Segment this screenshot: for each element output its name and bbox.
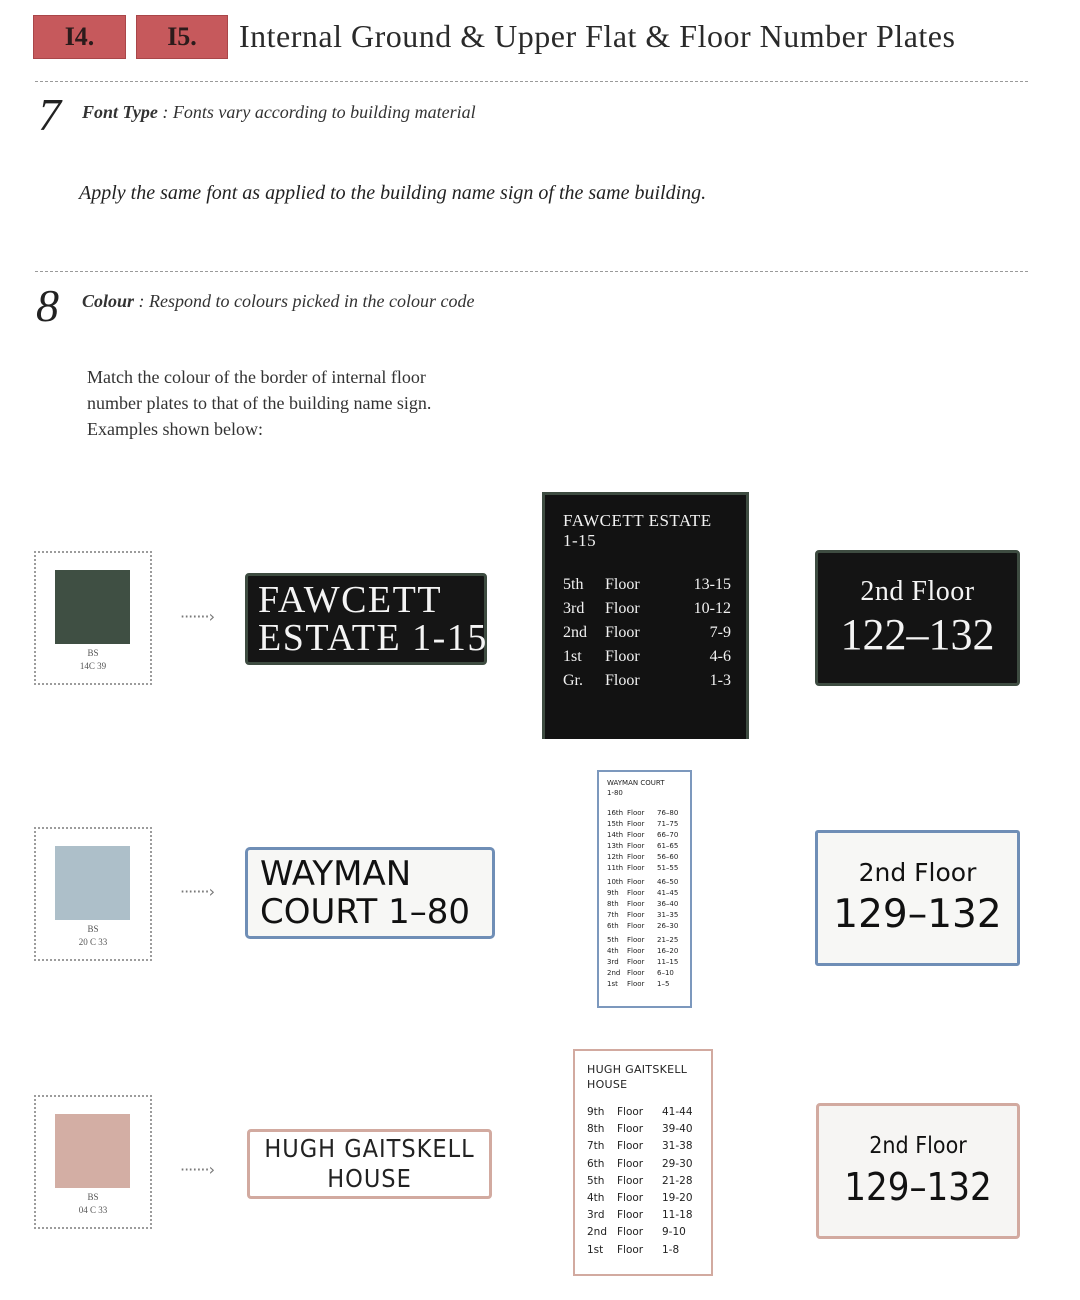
flat-range: 51–55 — [657, 864, 679, 872]
colour-instruction — [87, 364, 431, 442]
section-tag-i4: I4. — [33, 15, 126, 59]
floor-word: Floor — [627, 936, 645, 944]
flat-range: 19-20 — [662, 1192, 693, 1205]
floor-level: 6th — [607, 922, 619, 930]
flat-range: 7-9 — [709, 624, 731, 641]
directory-title: FAWCETT ESTATE — [563, 511, 712, 530]
floor-word: Floor — [617, 1140, 644, 1153]
floor-word: Floor — [617, 1243, 644, 1256]
floor-level: 12th — [607, 853, 624, 861]
floor-word: Floor — [627, 922, 645, 930]
floor-word: Floor — [627, 958, 645, 966]
dotted-arrow-icon: ·······› — [180, 882, 214, 901]
directory-row — [587, 1156, 707, 1173]
font-type-instruction: Apply the same font as applied to the building name sign of the same building. — [79, 182, 707, 204]
floor-word: Floor — [605, 672, 640, 689]
section-number: 8 — [36, 280, 59, 331]
directory-row — [607, 888, 687, 899]
directory-row — [587, 1224, 707, 1241]
building-name-sign — [245, 847, 495, 939]
floor-word: Floor — [627, 969, 645, 977]
directory-row — [607, 957, 687, 968]
floor-number-plate — [816, 1103, 1020, 1239]
floor-level: 11th — [607, 864, 624, 872]
flat-range: 21–25 — [657, 936, 679, 944]
building-name-sign — [245, 573, 487, 665]
directory-title: WAYMAN COURT — [607, 779, 665, 787]
flat-range: 16–20 — [657, 947, 679, 955]
directory-row — [607, 819, 687, 830]
flat-range: 46–50 — [657, 878, 679, 886]
directory-row — [587, 1242, 707, 1259]
flat-range: 9-10 — [662, 1226, 686, 1239]
floor-level: 3rd — [587, 1209, 605, 1222]
directory-row — [607, 863, 687, 874]
section-number: 7 — [38, 89, 61, 140]
floor-level: 2nd — [587, 1226, 608, 1239]
sign-line: FAWCETT — [258, 579, 443, 621]
directory-row — [607, 877, 687, 888]
floor-word: Floor — [605, 624, 640, 641]
floor-level: 1st — [587, 1243, 604, 1256]
floor-word: Floor — [627, 980, 645, 988]
floor-word: Floor — [617, 1106, 644, 1118]
flat-range: 36–40 — [657, 900, 679, 908]
directory-row — [587, 1190, 707, 1207]
floor-level: 15th — [607, 820, 624, 828]
section-description: Respond to colours picked in the colour code — [149, 291, 475, 311]
floor-word: Floor — [627, 820, 645, 828]
instruction-line: number plates to that of the building name sign. — [87, 393, 432, 413]
sign-line: HOUSE — [327, 1164, 412, 1193]
dotted-arrow-icon: ·······› — [180, 607, 214, 626]
floor-level: 2nd — [607, 969, 621, 977]
floor-level: 2nd — [563, 624, 587, 641]
directory-row — [607, 910, 687, 921]
floor-level: 7th — [607, 911, 619, 919]
floor-level: 6th — [587, 1157, 605, 1170]
directory-row — [563, 645, 731, 669]
colour-swatch — [55, 1114, 130, 1188]
page-title: Internal Ground & Upper Flat & Floor Number Plates — [239, 18, 956, 54]
floor-word: Floor — [605, 600, 640, 617]
floor-word: Floor — [627, 864, 645, 872]
directory-row — [563, 573, 731, 597]
floor-level: 5th — [563, 576, 584, 593]
directory-row — [587, 1207, 707, 1224]
directory-title: 1-80 — [607, 789, 623, 797]
directory-row — [607, 899, 687, 910]
flat-range: 76–80 — [657, 809, 679, 817]
floor-word: Floor — [617, 1157, 644, 1170]
floor-level: 5th — [607, 936, 619, 944]
flat-range: 71–75 — [657, 820, 679, 828]
directory-row — [607, 830, 687, 841]
plate-flat-range: 129–132 — [844, 1165, 992, 1209]
directory-row — [587, 1173, 707, 1190]
floor-word: Floor — [627, 947, 645, 955]
swatch-code-label: BS — [87, 648, 99, 658]
flat-range: 29-30 — [662, 1157, 693, 1170]
directory-row — [563, 597, 731, 621]
floor-level: 4th — [607, 947, 619, 955]
directory-row — [587, 1121, 707, 1138]
directory-row — [607, 968, 687, 979]
directory-row — [607, 808, 687, 819]
sign-line: COURT 1–80 — [260, 892, 471, 932]
plate-floor-label: 2nd Floor — [860, 576, 975, 607]
label-separator: : — [157, 102, 173, 122]
section-heading — [82, 291, 474, 312]
flat-range: 1-3 — [709, 672, 731, 689]
directory-row — [587, 1138, 707, 1155]
building-name-sign — [247, 1129, 492, 1199]
floor-word: Floor — [617, 1209, 644, 1222]
directory-row — [607, 979, 687, 990]
swatch-code-label: BS — [87, 1192, 99, 1202]
instruction-line: Match the colour of the border of internal floor — [87, 367, 426, 387]
floor-level: 1st — [607, 980, 618, 988]
floor-level: 13th — [607, 842, 624, 850]
directory-row — [563, 669, 731, 693]
swatch-code-label: BS — [87, 924, 99, 934]
flat-range: 26–30 — [657, 922, 679, 930]
floor-word: Floor — [617, 1192, 644, 1205]
section-divider — [35, 81, 1028, 82]
flat-range: 4-6 — [709, 648, 731, 665]
floor-word: Floor — [605, 648, 640, 665]
floor-word: Floor — [617, 1174, 644, 1187]
flat-range: 39-40 — [662, 1123, 693, 1136]
directory-title: HUGH GAITSKELL — [587, 1063, 688, 1076]
floor-level: 8th — [587, 1123, 605, 1136]
plate-flat-range: 129–132 — [833, 892, 1002, 937]
directory-row — [607, 946, 687, 957]
flat-range: 66–70 — [657, 831, 679, 839]
floor-word: Floor — [605, 576, 640, 593]
floor-level: 9th — [607, 889, 619, 897]
sign-line: HUGH GAITSKELL — [264, 1134, 475, 1163]
sign-line: ESTATE 1-15 — [258, 617, 488, 659]
flat-range: 41–45 — [657, 889, 679, 897]
floor-level: 4th — [587, 1192, 605, 1205]
flat-range: 11-18 — [662, 1209, 693, 1222]
section-divider — [35, 271, 1028, 272]
colour-swatch — [55, 570, 130, 644]
floor-level: 9th — [587, 1106, 605, 1118]
floor-level: 1st — [563, 648, 582, 665]
directory-row — [563, 621, 731, 645]
floor-word: Floor — [627, 878, 645, 886]
floor-word: Floor — [627, 842, 645, 850]
floor-number-plate — [815, 550, 1020, 686]
floor-word: Floor — [627, 853, 645, 861]
directory-row — [587, 1104, 707, 1121]
floor-directory-board — [542, 492, 749, 739]
dotted-arrow-icon: ·······› — [180, 1160, 214, 1179]
directory-title: HOUSE — [587, 1078, 628, 1091]
colour-swatch — [55, 846, 130, 920]
flat-range: 56–60 — [657, 853, 679, 861]
floor-level: 3rd — [563, 600, 585, 617]
swatch-code-value: 04 C 33 — [78, 1205, 108, 1215]
floor-word: Floor — [617, 1123, 644, 1136]
colour-swatch-card — [34, 551, 152, 685]
flat-range: 61–65 — [657, 842, 679, 850]
floor-number-plate — [815, 830, 1020, 966]
floor-level: 5th — [587, 1174, 605, 1187]
instruction-line: Examples shown below: — [87, 419, 263, 439]
swatch-code-value: 14C 39 — [79, 661, 107, 671]
floor-level: 7th — [587, 1140, 605, 1153]
floor-word: Floor — [617, 1226, 644, 1239]
floor-level: 3rd — [607, 958, 619, 966]
flat-range: 31-38 — [662, 1140, 693, 1153]
directory-row — [607, 852, 687, 863]
floor-word: Floor — [627, 809, 645, 817]
flat-range: 31–35 — [657, 911, 679, 919]
label-separator: : — [134, 291, 150, 311]
plate-flat-range: 122–132 — [840, 610, 995, 659]
directory-title: 1-15 — [563, 531, 597, 550]
swatch-code-value: 20 C 33 — [78, 937, 108, 947]
floor-level: 8th — [607, 900, 619, 908]
flat-range: 10-12 — [693, 600, 731, 617]
section-tag-i5: I5. — [136, 15, 228, 59]
floor-directory-board — [573, 1049, 713, 1276]
sign-line: WAYMAN — [260, 854, 412, 894]
flat-range: 13-15 — [693, 576, 731, 593]
section-label: Colour — [82, 291, 135, 311]
floor-word: Floor — [627, 831, 645, 839]
floor-level: Gr. — [563, 672, 583, 689]
colour-swatch-card — [34, 827, 152, 961]
plate-floor-label: 2nd Floor — [869, 1133, 967, 1159]
section-description: Fonts vary according to building material — [172, 102, 476, 122]
directory-row — [607, 935, 687, 946]
flat-range: 1–5 — [657, 980, 670, 988]
flat-range: 21-28 — [662, 1174, 693, 1187]
floor-word: Floor — [627, 911, 645, 919]
floor-level: 14th — [607, 831, 624, 839]
directory-row — [607, 921, 687, 932]
floor-word: Floor — [627, 900, 645, 908]
flat-range: 6–10 — [657, 969, 674, 977]
floor-directory-board — [597, 770, 692, 1008]
floor-level: 10th — [607, 878, 624, 886]
section-label: Font Type — [82, 102, 158, 122]
directory-row — [607, 841, 687, 852]
plate-floor-label: 2nd Floor — [858, 858, 977, 887]
flat-range: 1-8 — [662, 1243, 680, 1256]
floor-level: 16th — [607, 809, 624, 817]
floor-word: Floor — [627, 889, 645, 897]
flat-range: 41-44 — [662, 1106, 693, 1118]
colour-swatch-card — [34, 1095, 152, 1229]
flat-range: 11–15 — [657, 958, 679, 966]
section-heading — [82, 102, 476, 123]
